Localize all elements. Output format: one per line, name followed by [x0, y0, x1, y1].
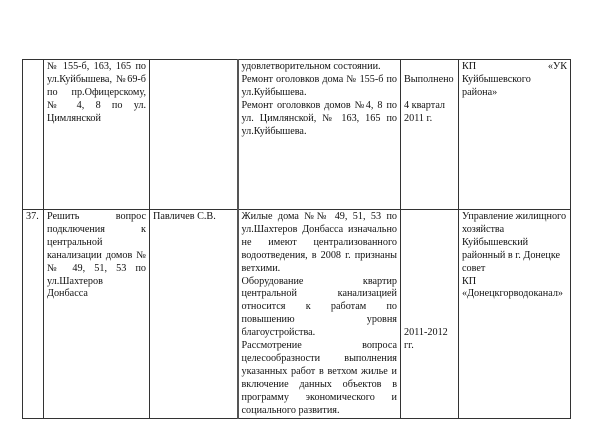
deadline-text: 4 квартал 2011 г.	[404, 99, 446, 124]
status-cell	[401, 210, 459, 419]
executor-text: КП «УК Куйбышевского района»	[462, 61, 567, 98]
executor-cell	[459, 210, 571, 419]
description-paragraph: Рассмотрение вопроса целесообразности выполнения указанных работ в ветхом жилье и включение данных объектов в программу экономического и социального развития.	[241, 340, 397, 416]
description-paragraph: Ремонт оголовков дома № 155-б по ул.Куйбышева.	[241, 73, 397, 98]
table-row	[23, 210, 571, 419]
executor-text: КП «Донецкгорводоканал»	[462, 275, 563, 300]
responsible-cell	[150, 60, 238, 210]
status-cell	[401, 60, 459, 210]
executor-text: Управление жилищного хозяйства	[462, 211, 567, 235]
task-cell: № 155-б, 163, 165 по ул.Куйбышева, №69-б по пр.Офицерскому, № 4, 8 по ул. Цимлянской	[44, 60, 150, 210]
description-paragraph: Жилые дома №№ 49, 51, 53 по ул.Шахтеров Донбасса изначально не имеют централизованного водоотведения, в 2008 г. признаны ветхими.	[241, 211, 397, 274]
description-paragraph: Оборудование квартир центральной канализацией относится к работам по повышению уровня благоустройства.	[241, 275, 397, 339]
deadline-text: 2011-2012 гг.	[404, 327, 448, 351]
description-cell	[238, 210, 401, 419]
executor-text: Куйбышевский районный в г. Донецке совет	[462, 236, 561, 274]
executor-cell	[459, 60, 571, 210]
task-cell: Решить вопрос подключения к центральной канализации домов №№ 49, 51, 53 по ул.Шахтеров Донбасса	[44, 210, 150, 419]
status-text: Выполнено	[404, 73, 454, 85]
row-number	[23, 60, 44, 210]
description-paragraph: удовлетворительном состоянии.	[241, 61, 381, 72]
row-number: 37.	[23, 210, 44, 419]
document-table	[22, 59, 571, 419]
description-cell	[238, 60, 401, 210]
description-paragraph: Ремонт оголовков домов №4, 8 по ул. Цимлянской, № 163, 165 по ул.Куйбышева.	[241, 99, 397, 137]
table-row	[23, 60, 571, 210]
responsible-cell: Павличев С.В.	[150, 210, 238, 419]
